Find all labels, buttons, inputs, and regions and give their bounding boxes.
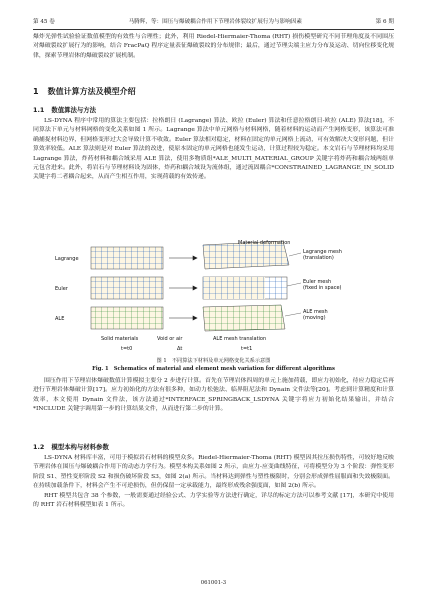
subsection-title: 模型本构与材料参数 <box>51 443 109 451</box>
left-meshes <box>91 247 163 329</box>
section-heading-1 <box>33 86 136 97</box>
subsection-number: 1.2 <box>33 443 45 451</box>
label-t1: t=t1 <box>241 346 253 352</box>
section-1-1-text <box>33 117 394 183</box>
header-issue: 第 6 期 <box>375 19 394 25</box>
label-void-or-air: Void or air <box>157 336 183 342</box>
section-1-1-text-continued <box>33 377 394 415</box>
intro-paragraph: 爆炸光弹性试验验证数值模型的有效性与合理性；此外，利用 Riedel-Hiermaier-Thoma (RHT) 损伤模型研究不同节理角度及不同围压对爆破裂纹扩展行为的影响，结合 FracPaQ 程序定量表征爆破裂纹的分布规律；最后，通过节理尖端主应力分布及运动、切向位移变化规律，探索节理岩体的爆破裂纹扩展机制。 <box>33 34 394 59</box>
header-rule <box>33 29 394 30</box>
subsection-heading-1-2 <box>33 442 109 451</box>
callout-ale-mesh: ALE mesh (moving) <box>303 309 328 321</box>
page-footer <box>0 580 427 586</box>
row-label-lagrange: Lagrange <box>55 256 79 262</box>
section-title: 数值计算方法及模型介绍 <box>47 87 136 96</box>
subsection-heading-1-1 <box>33 105 96 114</box>
subsection-number: 1.1 <box>33 106 45 114</box>
callout-lagrange-mesh: Lagrange mesh (translation) <box>303 249 342 261</box>
running-header <box>33 14 394 28</box>
figure-1 <box>53 239 375 354</box>
section-1-2-text <box>33 454 394 510</box>
callout-material-deformation: Material deformation <box>238 240 291 246</box>
header-title: 马腾辉，等：围压与爆破耦合作用下节理岩体裂纹扩展行为与影响因素 <box>128 19 302 25</box>
paragraph: LS-DYNA 材料库丰富，可用于模拟岩石材料的模型众多。Riedel-Hiermaier-Thoma (RHT) 模型因其拉压损伤特性，可较好地反映节理岩体在围压与爆破耦合作用下的动态力学行为。模型本构关系如图 2 所示，由应力-应变曲线特征，可将模型分为 3 个阶段：弹性变形阶段 S1、塑性变形阶段 S2 和损伤破坏阶段 S3，如图 2(a) 所示。当材料达到弹性与塑性极限时，分别会形成弹性屈服面和失效极限面。在持续加载条件下，材料会产生不可逆损伤，但仍保留一定承载能力，最终形成残余强度面，如图 2(b) 所示。 <box>33 455 394 490</box>
subsection-title: 数值算法与方法 <box>51 106 97 114</box>
caption-cn: 图 1 不同算法下材料及单元网格变化关系示意图 <box>156 358 271 364</box>
callout-euler-mesh: Euler mesh (fixed in space) <box>303 279 342 291</box>
label-t0: t=t0 <box>121 346 133 352</box>
caption-en: Fig. 1 Schematics of material and element mesh variation for different algorithms <box>92 366 335 372</box>
paragraph: 围压作用下节理岩体爆破数值计算模拟主要分 2 步进行计算。首先在节理岩体四周的单元上施加荷载，即应力初始化，待应力稳定后再进行节理岩体爆破计算[17]。应力初始化的方法有很多种，如动力松弛法、临界阻尼法和 Dynain 文件法等[20]。考虑到计算精度和计算效率，本文使用 Dynain 文件法，该方法通过*INTERFACE_SPRINGBACK_LSDYNA 关键字将应力初始化结果输出，并结合*INCLUDE 关键字调用第一步的计算结果文件，从而进行第二步的计算。 <box>33 378 394 413</box>
label-ale-mesh-translation: ALE mesh translation <box>213 336 267 342</box>
paragraph: LS-DYNA 程序中常用的算法主要包括：拉格朗日 (Lagrange) 算法、欧拉 (Euler) 算法和任意拉格朗日-欧拉 (ALE) 算法[18]，不同算法下单元与材料网格的变化关系如图 1 所示。Lagrange 算法中单元网格与材料网格，随着材料的运动而产生网格变形，该算法可准确捕捉材料边界，但网格变形过大会导致计算不收敛。Euler 算法相对稳定，材料在固定的单元网格上流动，可有效解决大变形问题，但计算效率较低。ALE 算法则是对 Euler 算法的改进，使原本固定的单元网格也能发生运动，计算过程较为稳定。本文岩石与节理材料均采用 Lagrange 算法，炸药材料和耦合域采用 ALE 算法，使用多物质组*ALE_MULTI_MATERIAL_GROUP 关键字将炸药和耦合域两组单元包含进来。此外，将岩石与节理材料设为固体，炸药和耦合域设为流体组，通过流固耦合*CONSTRAINED_LAGRANGE_IN_SOLID 关键字将二者耦合起来，从而产生相互作用，实现荷载的有效传递。 <box>33 118 394 181</box>
label-delta-t: Δt <box>177 346 183 352</box>
time-arrows <box>169 256 197 320</box>
page-code: 061001-3 <box>200 580 227 586</box>
right-meshes <box>203 241 289 331</box>
row-label-ale: ALE <box>55 316 65 322</box>
figure-caption <box>33 357 394 373</box>
section-number: 1 <box>33 87 39 96</box>
paragraph: RHT 模型共包含 38 个参数，一般需要通过经验公式、力学实验等方法进行确定，详尽的标定方法可以参考文献 [17]，本研究中使用的 RHT 岩石材料模型如表 1 所示。 <box>33 492 394 509</box>
label-solid-materials: Solid materials <box>101 336 139 342</box>
mesh-schematic <box>53 239 375 354</box>
row-label-euler: Euler <box>55 286 68 292</box>
header-volume: 第 45 卷 <box>33 19 55 25</box>
intro-text <box>33 33 394 61</box>
